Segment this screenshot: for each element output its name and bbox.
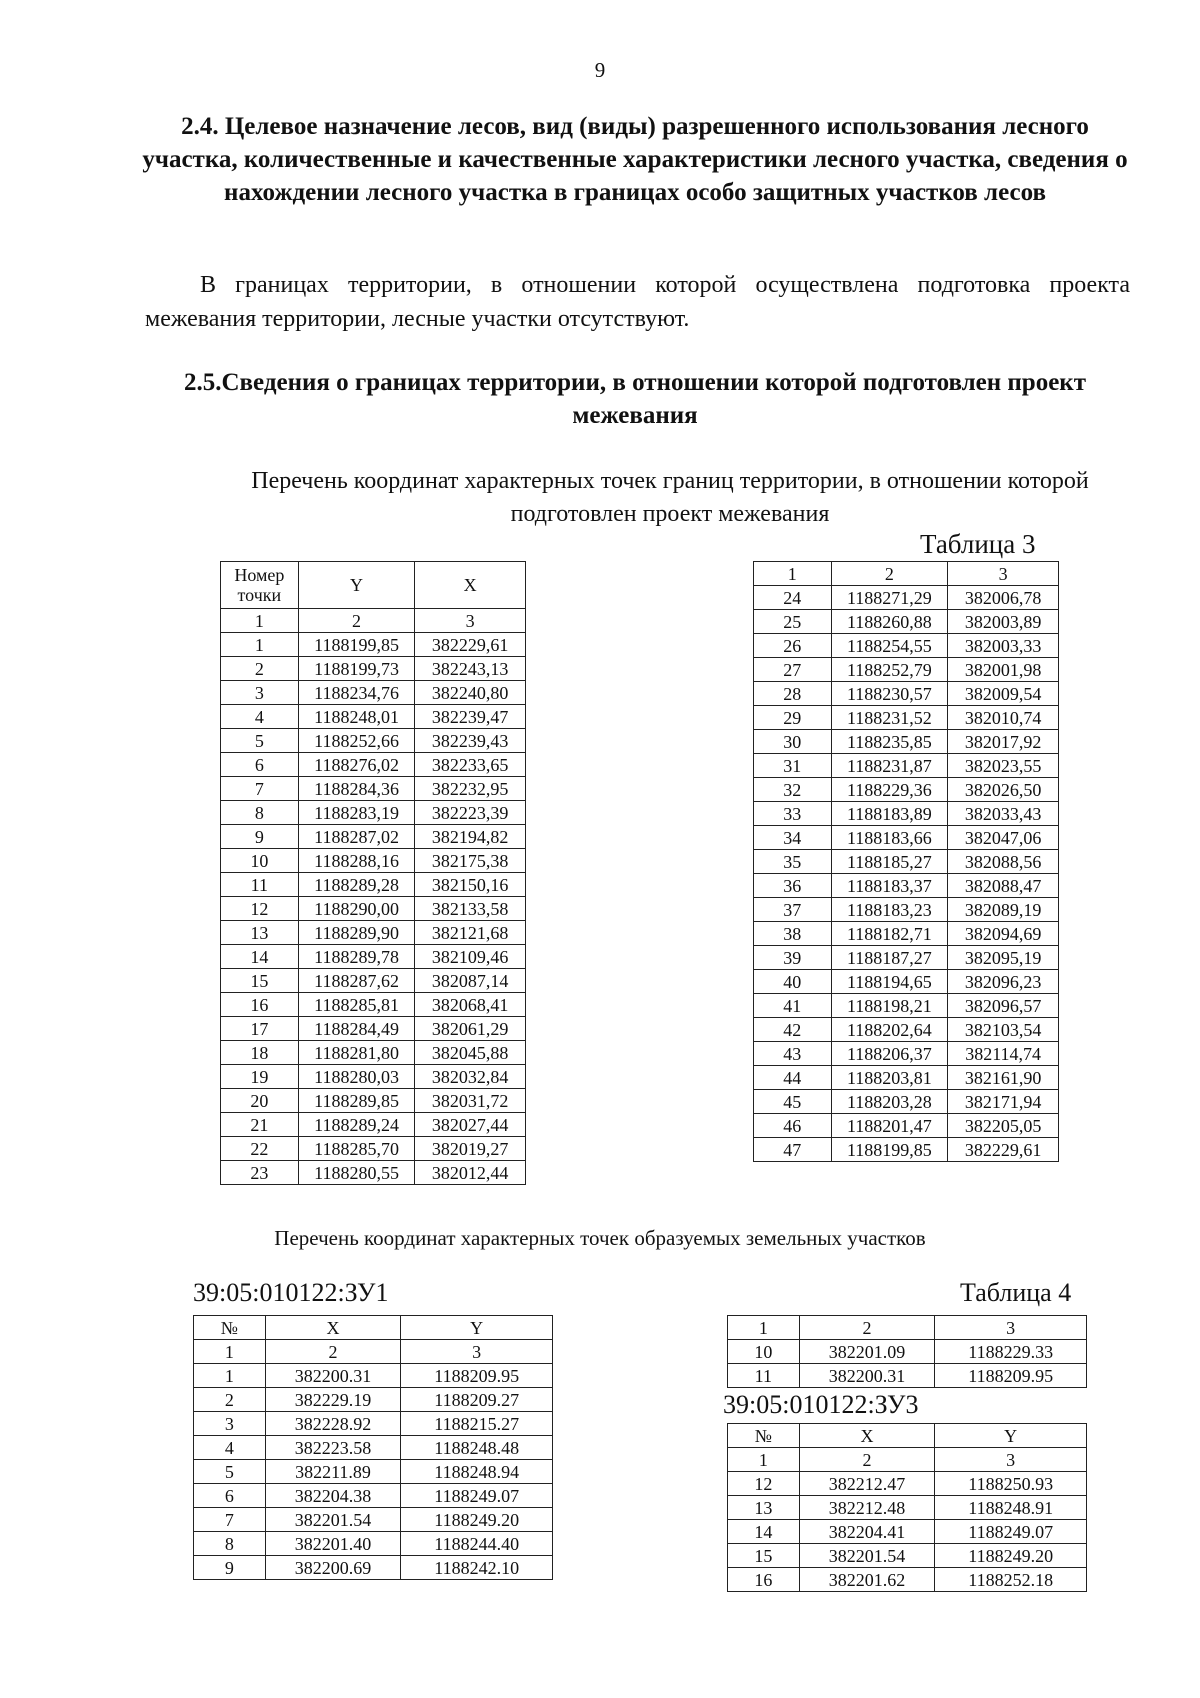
point-number-cell: 14 [221,945,299,969]
section-2-5-title: 2.5.Сведения о границах территории, в отношении которой подготовлен проект межевания [184,369,1086,429]
point-number-cell: 20 [221,1089,299,1113]
point-number-cell: 36 [754,874,832,898]
table-4-label: Таблица 4 [960,1278,1072,1307]
coordinate-cell: 1188252.18 [935,1568,1087,1592]
table-row [194,1364,553,1388]
coordinate-cell: 382017,92 [948,730,1059,754]
coordinate-cell: 1188287,02 [298,825,415,849]
coordinate-cell: 382201.09 [799,1340,935,1364]
point-number-cell: 15 [728,1544,800,1568]
coordinate-cell: 1188248.48 [401,1436,553,1460]
coordinate-cell: 1188209.95 [401,1364,553,1388]
table-row [221,801,526,825]
coordinate-cell: 1188271,29 [831,586,948,610]
parcel-zu3-label: 39:05:010122:ЗУ3 [723,1390,919,1419]
coordinate-cell: 1188242.10 [401,1556,553,1580]
coordinate-cell: 1188280,55 [298,1161,415,1185]
header-y: Y [935,1424,1087,1448]
coordinate-cell: 382204.38 [265,1484,401,1508]
table-row [728,1472,1087,1496]
coordinate-cell: 382205,05 [948,1114,1059,1138]
table-row [221,897,526,921]
table-row [221,945,526,969]
point-number-cell: 9 [194,1556,266,1580]
point-number-cell: 12 [728,1472,800,1496]
table-row [194,1532,553,1556]
header-y: Y [401,1316,553,1340]
coordinate-cell: 382003,33 [948,634,1059,658]
coordinate-cell: 1188183,89 [831,802,948,826]
table-row [221,1065,526,1089]
point-number-cell: 12 [221,897,299,921]
table-row [754,586,1059,610]
col-number: 3 [935,1316,1087,1340]
coordinate-cell: 1188254,55 [831,634,948,658]
coordinate-cell: 1188249.20 [401,1508,553,1532]
coordinate-cell: 1188287,62 [298,969,415,993]
coordinate-cell: 382240,80 [415,681,526,705]
coordinate-cell: 382003,89 [948,610,1059,634]
point-number-cell: 3 [194,1412,266,1436]
coordinate-cell: 382239,47 [415,705,526,729]
point-number-cell: 10 [728,1340,800,1364]
col-number: 1 [194,1340,266,1364]
table-row [221,705,526,729]
point-number-cell: 18 [221,1041,299,1065]
point-number-cell: 11 [221,873,299,897]
coordinate-cell: 1188209.27 [401,1388,553,1412]
coordinate-cell: 382201.54 [799,1544,935,1568]
table-row [728,1568,1087,1592]
coordinate-cell: 382031,72 [415,1089,526,1113]
table-row [194,1508,553,1532]
coordinate-cell: 382239,43 [415,729,526,753]
table-row [754,970,1059,994]
coordinate-cell: 1188260,88 [831,610,948,634]
table-row [728,1520,1087,1544]
coordinate-cell: 1188199,73 [298,657,415,681]
point-number-cell: 22 [221,1137,299,1161]
coordinate-cell: 382026,50 [948,778,1059,802]
col-number: 1 [728,1316,800,1340]
coordinate-cell: 382150,16 [415,873,526,897]
point-number-cell: 6 [221,753,299,777]
coordinate-cell: 382229,61 [415,633,526,657]
col-number: 3 [935,1448,1087,1472]
table-row [754,1090,1059,1114]
coordinate-cell: 382233,65 [415,753,526,777]
col-number: 1 [728,1448,800,1472]
coordinate-cell: 1188229.33 [935,1340,1087,1364]
table-row [754,826,1059,850]
coordinate-cell: 1188231,87 [831,754,948,778]
coordinate-cell: 382201.54 [265,1508,401,1532]
table-3-label: Таблица 3 [920,529,1036,559]
point-number-cell: 1 [194,1364,266,1388]
header-number: № [194,1316,266,1340]
table-row [728,1496,1087,1520]
coordinate-cell: 382228.92 [265,1412,401,1436]
point-number-cell: 29 [754,706,832,730]
table-row [221,1017,526,1041]
point-number-cell: 4 [194,1436,266,1460]
header-x: X [415,562,526,609]
point-number-cell: 26 [754,634,832,658]
coordinate-cell: 382087,14 [415,969,526,993]
point-number-cell: 11 [728,1364,800,1388]
point-number-cell: 28 [754,682,832,706]
point-number-cell: 2 [221,657,299,681]
parcel-zu1-continuation-table [727,1315,1087,1388]
table-row [221,1113,526,1137]
coordinate-cell: 1188289,85 [298,1089,415,1113]
coordinate-cell: 1188252,66 [298,729,415,753]
point-number-cell: 15 [221,969,299,993]
coordinate-cell: 1188201,47 [831,1114,948,1138]
table-row [221,1041,526,1065]
point-number-cell: 40 [754,970,832,994]
coordinate-cell: 382211.89 [265,1460,401,1484]
table-row [728,1544,1087,1568]
point-number-cell: 34 [754,826,832,850]
point-number-cell: 35 [754,850,832,874]
coordinate-cell: 382009,54 [948,682,1059,706]
coordinate-cell: 1188285,70 [298,1137,415,1161]
coordinate-cell: 1188248.94 [401,1460,553,1484]
coordinate-cell: 1188249.07 [401,1484,553,1508]
col-number: 2 [831,562,948,586]
coordinate-cell: 382212.47 [799,1472,935,1496]
coordinate-cell: 382232,95 [415,777,526,801]
coordinate-cell: 1188203,81 [831,1066,948,1090]
point-number-cell: 32 [754,778,832,802]
point-number-cell: 7 [221,777,299,801]
col-number: 2 [799,1448,935,1472]
coordinate-cell: 382200.31 [265,1364,401,1388]
point-number-cell: 6 [194,1484,266,1508]
coordinate-cell: 382001,98 [948,658,1059,682]
coordinate-cell: 1188289,28 [298,873,415,897]
coordinate-cell: 382114,74 [948,1042,1059,1066]
table-row [754,1138,1059,1162]
point-number-cell: 31 [754,754,832,778]
coordinate-cell: 382032,84 [415,1065,526,1089]
point-number-cell: 38 [754,922,832,946]
coordinate-cell: 1188288,16 [298,849,415,873]
coordinate-cell: 382243,13 [415,657,526,681]
coordinate-cell: 382045,88 [415,1041,526,1065]
point-number-cell: 46 [754,1114,832,1138]
table-row [754,730,1059,754]
coordinate-cell: 1188281,80 [298,1041,415,1065]
coordinate-cell: 1188248.91 [935,1496,1087,1520]
coordinate-cell: 382103,54 [948,1018,1059,1042]
point-number-cell: 5 [194,1460,266,1484]
coordinate-cell: 382133,58 [415,897,526,921]
coordinate-cell: 1188209.95 [935,1364,1087,1388]
table-row [221,1137,526,1161]
table-row [221,753,526,777]
table-3-right [753,561,1059,1162]
coordinate-cell: 1188194,65 [831,970,948,994]
table-row [221,993,526,1017]
header-point-number: Номер точки [221,562,299,609]
coordinate-cell: 382095,19 [948,946,1059,970]
coordinate-cell: 382201.62 [799,1568,935,1592]
coordinate-cell: 1188202,64 [831,1018,948,1042]
coordinate-cell: 1188289,24 [298,1113,415,1137]
point-number-cell: 1 [221,633,299,657]
table-row [754,610,1059,634]
col-number: 1 [221,609,299,633]
col-number: 2 [298,609,415,633]
table-row [754,922,1059,946]
point-number-cell: 33 [754,802,832,826]
coordinate-cell: 1188198,21 [831,994,948,1018]
point-number-cell: 10 [221,849,299,873]
coordinate-cell: 382175,38 [415,849,526,873]
coordinate-cell: 1188283,19 [298,801,415,825]
point-number-cell: 16 [728,1568,800,1592]
coordinate-cell: 1188289,90 [298,921,415,945]
point-number-cell: 24 [754,586,832,610]
point-number-cell: 9 [221,825,299,849]
table-row [754,802,1059,826]
coordinate-cell: 382171,94 [948,1090,1059,1114]
coordinate-cell: 382012,44 [415,1161,526,1185]
parcel-zu3-table [727,1423,1087,1592]
table-row [754,1114,1059,1138]
coordinate-cell: 1188249.20 [935,1544,1087,1568]
coordinate-cell: 1188289,78 [298,945,415,969]
coordinate-cell: 382161,90 [948,1066,1059,1090]
table-row [221,921,526,945]
coordinate-cell: 1188230,57 [831,682,948,706]
point-number-cell: 44 [754,1066,832,1090]
col-number: 2 [265,1340,401,1364]
table-row [194,1412,553,1436]
point-number-cell: 8 [194,1532,266,1556]
point-number-cell: 13 [221,921,299,945]
point-number-cell: 30 [754,730,832,754]
col-number: 1 [754,562,832,586]
coordinate-cell: 382089,19 [948,898,1059,922]
table-row [221,657,526,681]
coordinate-cell: 1188183,66 [831,826,948,850]
coordinate-cell: 382096,57 [948,994,1059,1018]
point-number-cell: 39 [754,946,832,970]
point-number-cell: 42 [754,1018,832,1042]
coordinate-cell: 1188252,79 [831,658,948,682]
table-row [754,634,1059,658]
table-row [754,1066,1059,1090]
table-row [194,1484,553,1508]
table-row [221,633,526,657]
table-row [754,778,1059,802]
coordinate-cell: 382023,55 [948,754,1059,778]
point-number-cell: 4 [221,705,299,729]
coordinate-cell: 1188187,27 [831,946,948,970]
coordinate-cell: 382068,41 [415,993,526,1017]
point-number-cell: 47 [754,1138,832,1162]
coordinate-cell: 382201.40 [265,1532,401,1556]
coordinate-cell: 382194,82 [415,825,526,849]
coordinate-cell: 1188276,02 [298,753,415,777]
point-number-cell: 5 [221,729,299,753]
table-row [221,849,526,873]
table-row [754,658,1059,682]
table-4-caption: Перечень координат характерных точек образуемых земельных участков [274,1226,926,1250]
header-x: X [265,1316,401,1340]
table-row [728,1364,1087,1388]
coordinate-cell: 382019,27 [415,1137,526,1161]
coordinate-cell: 1188183,37 [831,874,948,898]
point-number-cell: 27 [754,658,832,682]
coordinate-cell: 1188183,23 [831,898,948,922]
table-row [754,946,1059,970]
coordinate-cell: 382223,39 [415,801,526,825]
coordinate-cell: 382010,74 [948,706,1059,730]
table-row [754,874,1059,898]
section-2-4-text-content: В границах территории, в отношении которой осуществлена подготовка проекта межевания территории, лесные участки отсутствуют. [145,272,1130,332]
table-row [194,1388,553,1412]
point-number-cell: 8 [221,801,299,825]
coordinate-cell: 1188234,76 [298,681,415,705]
parcel-zu1-table [193,1315,553,1580]
point-number-cell: 7 [194,1508,266,1532]
coordinate-cell: 1188231,52 [831,706,948,730]
coordinate-cell: 1188199,85 [831,1138,948,1162]
table-row [221,1161,526,1185]
table-row [754,706,1059,730]
table-row [221,825,526,849]
coordinate-cell: 1188249.07 [935,1520,1087,1544]
section-2-4-text [145,268,1130,336]
coordinate-cell: 382229.19 [265,1388,401,1412]
point-number-cell: 3 [221,681,299,705]
table-row [221,777,526,801]
table-row [221,681,526,705]
table-row [754,682,1059,706]
col-number: 2 [799,1316,935,1340]
table-row [754,994,1059,1018]
coordinate-cell: 382094,69 [948,922,1059,946]
table-3-caption: Перечень координат характерных точек границ территории, в отношении которой подготовлен проект межевания [251,468,1089,527]
table-row [221,729,526,753]
table-row [221,1089,526,1113]
point-number-cell: 23 [221,1161,299,1185]
coordinate-cell: 1188284,49 [298,1017,415,1041]
coordinate-cell: 1188235,85 [831,730,948,754]
point-number-cell: 25 [754,610,832,634]
coordinate-cell: 1188244.40 [401,1532,553,1556]
point-number-cell: 13 [728,1496,800,1520]
table-row [194,1436,553,1460]
section-2-4-title: 2.4. Целевое назначение лесов, вид (виды) разрешенного использования лесного участка, количественные и качественные характеристики лесного участка, сведения о нахождении лесного участка в границах особо защитных участков лесов [142,113,1128,206]
coordinate-cell: 382027,44 [415,1113,526,1137]
coordinate-cell: 382212.48 [799,1496,935,1520]
point-number-cell: 2 [194,1388,266,1412]
point-number-cell: 43 [754,1042,832,1066]
col-number: 3 [401,1340,553,1364]
table-row [754,850,1059,874]
coordinate-cell: 1188229,36 [831,778,948,802]
table-3-left [220,561,526,1185]
coordinate-cell: 1188203,28 [831,1090,948,1114]
coordinate-cell: 1188250.93 [935,1472,1087,1496]
coordinate-cell: 382096,23 [948,970,1059,994]
table-row [754,898,1059,922]
table-row [221,873,526,897]
coordinate-cell: 1188285,81 [298,993,415,1017]
table-row [728,1340,1087,1364]
table-row [754,1018,1059,1042]
point-number-cell: 21 [221,1113,299,1137]
coordinate-cell: 1188290,00 [298,897,415,921]
coordinate-cell: 382061,29 [415,1017,526,1041]
header-y: Y [298,562,415,609]
table-row [754,1042,1059,1066]
coordinate-cell: 382006,78 [948,586,1059,610]
point-number-cell: 17 [221,1017,299,1041]
coordinate-cell: 382088,56 [948,850,1059,874]
page-number: 9 [594,58,606,82]
point-number-cell: 14 [728,1520,800,1544]
header-number: № [728,1424,800,1448]
coordinate-cell: 1188199,85 [298,633,415,657]
table-row [754,754,1059,778]
point-number-cell: 45 [754,1090,832,1114]
coordinate-cell: 382047,06 [948,826,1059,850]
point-number-cell: 41 [754,994,832,1018]
coordinate-cell: 1188215.27 [401,1412,553,1436]
coordinate-cell: 382109,46 [415,945,526,969]
coordinate-cell: 382229,61 [948,1138,1059,1162]
table-row [194,1460,553,1484]
coordinate-cell: 1188206,37 [831,1042,948,1066]
table-row [221,969,526,993]
parcel-zu1-label: 39:05:010122:ЗУ1 [193,1278,389,1307]
coordinate-cell: 382200.69 [265,1556,401,1580]
coordinate-cell: 382223.58 [265,1436,401,1460]
col-number: 3 [415,609,526,633]
table-row [194,1556,553,1580]
coordinate-cell: 382200.31 [799,1364,935,1388]
point-number-cell: 19 [221,1065,299,1089]
coordinate-cell: 1188182,71 [831,922,948,946]
coordinate-cell: 382121,68 [415,921,526,945]
coordinate-cell: 1188284,36 [298,777,415,801]
point-number-cell: 37 [754,898,832,922]
coordinate-cell: 1188280,03 [298,1065,415,1089]
point-number-cell: 16 [221,993,299,1017]
coordinate-cell: 382204.41 [799,1520,935,1544]
header-x: X [799,1424,935,1448]
coordinate-cell: 1188185,27 [831,850,948,874]
coordinate-cell: 382033,43 [948,802,1059,826]
coordinate-cell: 1188248,01 [298,705,415,729]
col-number: 3 [948,562,1059,586]
coordinate-cell: 382088,47 [948,874,1059,898]
